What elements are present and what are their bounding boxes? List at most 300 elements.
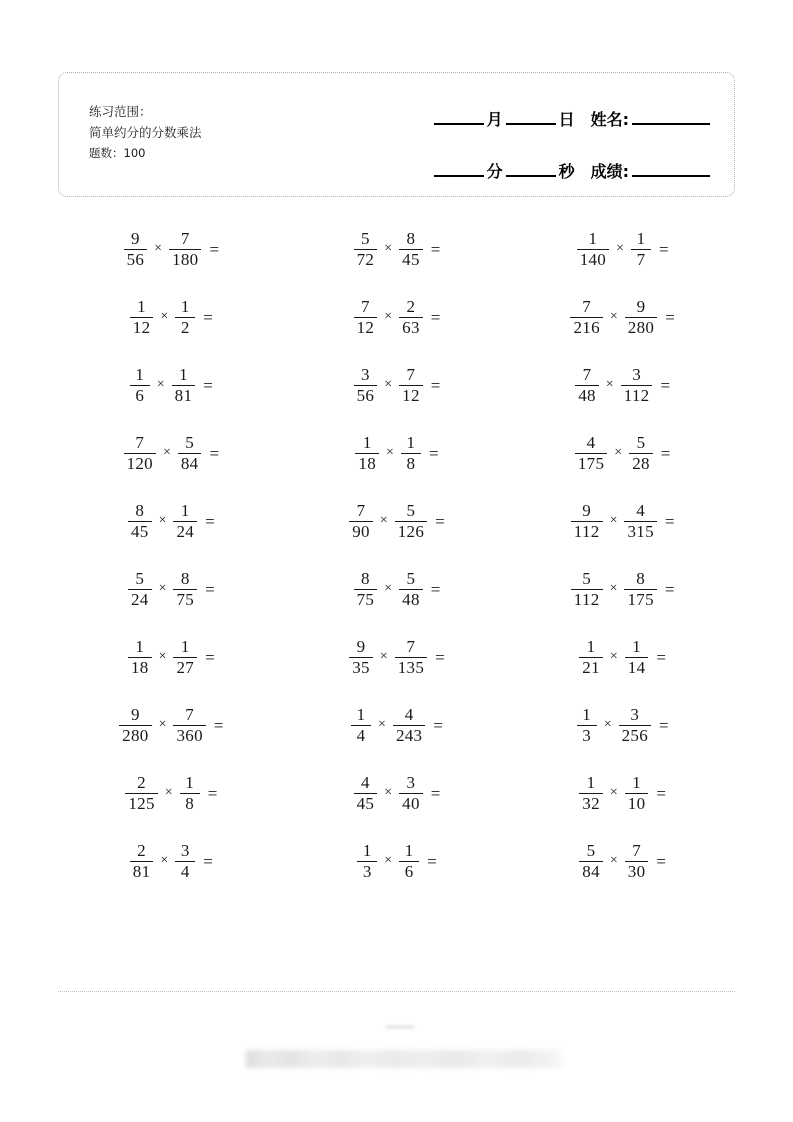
fraction-right (629, 434, 653, 473)
denominator: 3 (582, 725, 592, 745)
multiplication-operator: × (609, 785, 618, 801)
fraction-right (178, 434, 202, 473)
equals-sign: = (428, 443, 439, 463)
multiplication-operator: × (603, 717, 612, 733)
problem-cell (509, 228, 735, 267)
denominator: 280 (122, 725, 149, 745)
fraction-left (570, 298, 602, 337)
footer-divider (58, 991, 735, 992)
numerator: 1 (588, 229, 598, 248)
month-blank-line[interactable] (434, 123, 484, 125)
equals-sign: = (427, 851, 437, 871)
equals-sign: = (664, 511, 675, 531)
multiplication-operator: × (384, 581, 393, 597)
denominator: 140 (579, 249, 607, 269)
denominator: 315 (627, 521, 654, 541)
numerator: 7 (406, 637, 416, 656)
equals-sign: = (659, 239, 669, 259)
equals-sign: = (660, 443, 671, 463)
multiplication-operator: × (384, 241, 393, 257)
denominator: 12 (356, 317, 375, 337)
second-blank-line[interactable] (506, 175, 556, 177)
denominator: 24 (130, 589, 149, 609)
denominator: 14 (627, 657, 646, 677)
numerator: 1 (636, 229, 646, 248)
denominator: 135 (397, 657, 425, 677)
denominator: 63 (402, 317, 420, 337)
denominator: 32 (582, 793, 600, 813)
equals-sign: = (205, 647, 215, 667)
fraction-right (399, 570, 423, 609)
fraction-multiplication-problem (570, 570, 675, 609)
fraction-right (625, 638, 649, 677)
fraction-left (355, 434, 379, 473)
numerator: 5 (406, 501, 416, 520)
equals-sign: = (433, 715, 443, 735)
day-blank-line[interactable] (506, 123, 556, 125)
fraction-right (175, 842, 195, 881)
numerator: 8 (361, 569, 370, 588)
denominator: 12 (402, 385, 420, 405)
problem-cell (509, 296, 735, 335)
fraction-right (625, 842, 649, 881)
fraction-multiplication-problem (127, 502, 215, 541)
problem-row (58, 772, 735, 840)
fraction-right (395, 502, 427, 541)
denominator: 112 (623, 385, 650, 405)
numerator: 1 (404, 841, 414, 860)
numerator: 8 (135, 501, 145, 520)
denominator: 30 (627, 861, 646, 881)
problem-cell (509, 636, 735, 675)
fraction-multiplication-problem (127, 570, 215, 609)
denominator: 126 (397, 521, 425, 541)
equals-sign: = (430, 307, 441, 327)
multiplication-operator: × (609, 649, 618, 665)
multiplication-operator: × (384, 785, 393, 801)
denominator: 125 (128, 793, 155, 813)
fraction-left (354, 230, 378, 269)
problem-cell (284, 704, 510, 743)
denominator: 2 (180, 317, 190, 337)
problem-cell (284, 840, 510, 879)
equals-sign: = (660, 375, 671, 395)
problem-cell (284, 296, 510, 335)
fraction-multiplication-problem (123, 230, 220, 269)
fraction-right (631, 230, 651, 269)
problem-cell (284, 636, 510, 675)
numerator: 9 (130, 705, 140, 724)
fraction-multiplication-problem (353, 366, 441, 405)
name-label: 姓名: (590, 110, 629, 129)
equals-sign: = (656, 783, 666, 803)
multiplication-operator: × (378, 717, 386, 733)
denominator: 28 (632, 453, 650, 473)
multiplication-operator: × (609, 581, 618, 597)
month-label: 月 (486, 110, 503, 129)
denominator: 81 (132, 861, 151, 881)
equals-sign: = (203, 307, 213, 327)
fraction-multiplication-problem (123, 434, 220, 473)
denominator: 24 (176, 521, 195, 541)
problem-count-label: 题数：100 (89, 146, 146, 160)
fraction-multiplication-problem (348, 502, 445, 541)
denominator: 84 (582, 861, 600, 881)
multiplication-operator: × (616, 241, 624, 257)
multiplication-operator: × (158, 649, 167, 665)
numerator: 4 (586, 433, 596, 452)
fraction-right (399, 230, 423, 269)
problem-cell (58, 772, 284, 811)
fraction-multiplication-problem (350, 706, 443, 745)
numerator: 4 (404, 705, 414, 724)
problem-cell (58, 364, 284, 403)
fraction-right (399, 298, 423, 337)
fraction-right (621, 366, 653, 405)
denominator: 72 (356, 249, 375, 269)
equals-sign: = (203, 851, 213, 871)
numerator: 1 (179, 365, 188, 384)
problem-cell (58, 636, 284, 675)
fraction-left (579, 638, 603, 677)
equals-sign: = (209, 239, 220, 259)
problem-cell (284, 568, 510, 607)
equals-sign: = (430, 375, 441, 395)
fraction-right (169, 230, 201, 269)
numerator: 1 (632, 773, 641, 792)
denominator: 243 (395, 725, 423, 745)
problem-cell (58, 500, 284, 539)
multiplication-operator: × (614, 445, 623, 461)
denominator: 256 (621, 725, 648, 745)
denominator: 45 (356, 793, 375, 813)
denominator: 48 (402, 589, 420, 609)
practice-scope-value: 简单约分的分数乘法 (89, 125, 202, 140)
fraction-left (354, 298, 378, 337)
fraction-multiplication-problem (570, 502, 675, 541)
numerator: 1 (362, 433, 372, 452)
numerator: 2 (137, 773, 146, 792)
denominator: 12 (132, 317, 151, 337)
numerator: 8 (180, 569, 190, 588)
fraction-left (124, 230, 148, 269)
numerator: 5 (582, 569, 592, 588)
problem-row (58, 296, 735, 364)
denominator: 112 (573, 521, 600, 541)
minute-blank-line[interactable] (434, 175, 484, 177)
numerator: 8 (636, 569, 646, 588)
fraction-left (354, 774, 378, 813)
fraction-right (399, 842, 419, 881)
numerator: 1 (406, 433, 416, 452)
numerator: 3 (361, 365, 370, 384)
fraction-right (401, 434, 421, 473)
denominator: 40 (402, 793, 420, 813)
fraction-multiplication-problem (353, 774, 441, 813)
numerator: 1 (632, 637, 641, 656)
numerator: 9 (130, 229, 140, 248)
problem-row (58, 228, 735, 296)
multiplication-operator: × (379, 649, 388, 665)
numerator: 7 (582, 365, 592, 384)
equals-sign: = (430, 783, 441, 803)
footer-watermark-bar (246, 1050, 564, 1068)
equals-sign: = (665, 307, 675, 327)
numerator: 1 (586, 637, 596, 656)
multiplication-operator: × (158, 717, 167, 733)
numerator: 1 (135, 637, 145, 656)
fraction-right (172, 366, 196, 405)
fraction-right (173, 570, 197, 609)
numerator: 1 (137, 297, 146, 316)
multiplication-operator: × (164, 785, 173, 801)
problem-cell (58, 568, 284, 607)
denominator: 56 (126, 249, 145, 269)
problem-row (58, 636, 735, 704)
numerator: 1 (180, 501, 190, 520)
fraction-multiplication-problem (356, 842, 437, 881)
fraction-multiplication-problem (353, 570, 441, 609)
denominator: 175 (627, 589, 654, 609)
multiplication-operator: × (160, 309, 169, 325)
equals-sign: = (664, 579, 675, 599)
multiplication-operator: × (156, 377, 165, 393)
equals-sign: = (207, 783, 218, 803)
score-blank-line[interactable] (632, 175, 710, 177)
denominator: 4 (180, 861, 190, 881)
fraction-left (571, 570, 603, 609)
fraction-multiplication-problem (578, 638, 666, 677)
denominator: 10 (627, 793, 646, 813)
fraction-multiplication-problem (576, 706, 669, 745)
equals-sign: = (430, 579, 441, 599)
numerator: 5 (406, 569, 416, 588)
equals-sign: = (213, 715, 224, 735)
numerator: 4 (636, 501, 646, 520)
denominator: 56 (356, 385, 375, 405)
fraction-multiplication-problem (569, 298, 674, 337)
numerator: 3 (632, 365, 641, 384)
equals-sign: = (209, 443, 220, 463)
fraction-left (349, 638, 373, 677)
equals-sign: = (659, 715, 669, 735)
problem-cell (58, 296, 284, 335)
numerator: 9 (582, 501, 592, 520)
numerator: 8 (406, 229, 416, 248)
problem-cell (509, 772, 735, 811)
multiplication-operator: × (386, 445, 394, 461)
multiplication-operator: × (609, 309, 618, 325)
fraction-right (175, 298, 195, 337)
problem-cell (509, 432, 735, 471)
fraction-left (128, 502, 152, 541)
numerator: 7 (356, 501, 366, 520)
denominator: 18 (130, 657, 149, 677)
problem-row (58, 432, 735, 500)
equals-sign: = (435, 647, 445, 667)
numerator: 1 (582, 705, 592, 724)
worksheet-header-box (58, 72, 735, 197)
problem-cell (58, 432, 284, 471)
fraction-right (395, 638, 427, 677)
problem-row (58, 364, 735, 432)
denominator: 3 (362, 861, 372, 881)
fraction-right (399, 366, 423, 405)
problem-row (58, 500, 735, 568)
numerator: 3 (630, 705, 640, 724)
denominator: 112 (573, 589, 600, 609)
denominator: 120 (126, 453, 153, 473)
numerator: 7 (135, 433, 145, 452)
day-label: 日 (558, 110, 575, 129)
equals-sign: = (205, 579, 215, 599)
fraction-multiplication-problem (348, 638, 445, 677)
numerator: 3 (180, 841, 190, 860)
fraction-multiplication-problem (129, 842, 213, 881)
fraction-right (624, 502, 656, 541)
numerator: 5 (586, 841, 596, 860)
denominator: 6 (135, 385, 145, 405)
problem-cell (284, 364, 510, 403)
problem-row (58, 704, 735, 772)
fraction-left (354, 570, 378, 609)
fraction-right (625, 298, 657, 337)
fraction-left (575, 366, 599, 405)
worksheet-meta (89, 101, 202, 164)
fraction-left (119, 706, 151, 745)
denominator: 45 (402, 249, 420, 269)
problem-cell (509, 840, 735, 879)
problem-cell (58, 704, 284, 743)
fraction-left (128, 638, 152, 677)
denominator: 7 (636, 249, 646, 269)
multiplication-operator: × (379, 513, 388, 529)
fraction-left (577, 230, 609, 269)
fraction-right (173, 706, 205, 745)
numerator: 2 (406, 297, 416, 316)
name-blank-line[interactable] (632, 123, 710, 125)
fraction-left (130, 298, 154, 337)
problem-row (58, 840, 735, 908)
numerator: 7 (632, 841, 641, 860)
fraction-multiplication-problem (578, 774, 666, 813)
denominator: 280 (627, 317, 655, 337)
problem-cell (284, 228, 510, 267)
multiplication-operator: × (384, 309, 393, 325)
time-field-row (382, 151, 712, 182)
header-inner (59, 73, 734, 196)
numerator: 5 (361, 229, 370, 248)
fraction-left (130, 366, 150, 405)
numerator: 7 (582, 297, 592, 316)
fraction-right (393, 706, 425, 745)
fraction-multiplication-problem (124, 774, 217, 813)
numerator: 4 (361, 773, 370, 792)
problem-row (58, 568, 735, 636)
equals-sign: = (656, 851, 666, 871)
numerator: 3 (406, 773, 416, 792)
multiplication-operator: × (605, 377, 614, 393)
multiplication-operator: × (609, 513, 618, 529)
fraction-multiplication-problem (118, 706, 223, 745)
fraction-left (354, 366, 378, 405)
numerator: 1 (185, 773, 195, 792)
fraction-left (571, 502, 603, 541)
denominator: 90 (352, 521, 370, 541)
denominator: 84 (180, 453, 199, 473)
denominator: 48 (578, 385, 596, 405)
numerator: 1 (180, 297, 190, 316)
numerator: 9 (356, 637, 366, 656)
denominator: 35 (352, 657, 370, 677)
denominator: 27 (176, 657, 195, 677)
fraction-left (349, 502, 373, 541)
fraction-left (577, 706, 597, 745)
problem-cell (284, 432, 510, 471)
equals-sign: = (656, 647, 666, 667)
denominator: 180 (172, 249, 199, 269)
fraction-left (357, 842, 377, 881)
fraction-left (575, 434, 607, 473)
numerator: 9 (636, 297, 646, 316)
numerator: 1 (135, 365, 145, 384)
denominator: 6 (404, 861, 414, 881)
fraction-multiplication-problem (576, 230, 669, 269)
minute-label: 分 (486, 162, 503, 181)
header-fill-in-fields (382, 99, 712, 182)
fraction-multiplication-problem (129, 298, 213, 337)
fraction-right (180, 774, 200, 813)
fraction-left (128, 570, 152, 609)
denominator: 45 (130, 521, 149, 541)
denominator: 18 (358, 453, 377, 473)
fraction-left (130, 842, 154, 881)
multiplication-operator: × (384, 377, 393, 393)
denominator: 21 (582, 657, 600, 677)
multiplication-operator: × (158, 581, 167, 597)
problem-cell (284, 772, 510, 811)
fraction-right (624, 570, 656, 609)
fraction-left (579, 774, 603, 813)
numerator: 1 (356, 705, 366, 724)
date-field-row (382, 99, 712, 130)
denominator: 8 (406, 453, 416, 473)
multiplication-operator: × (384, 853, 393, 869)
fraction-right (619, 706, 651, 745)
numerator: 5 (185, 433, 195, 452)
denominator: 360 (176, 725, 203, 745)
practice-scope-label: 练习范围： (89, 104, 152, 119)
denominator: 175 (577, 453, 605, 473)
equals-sign: = (430, 239, 441, 259)
fraction-right (399, 774, 423, 813)
numerator: 5 (636, 433, 646, 452)
denominator: 75 (176, 589, 195, 609)
numerator: 1 (362, 841, 372, 860)
numerator: 2 (137, 841, 146, 860)
denominator: 81 (174, 385, 193, 405)
problem-cell (509, 568, 735, 607)
problem-cell (509, 364, 735, 403)
second-label: 秒 (558, 162, 575, 181)
fraction-multiplication-problem (353, 230, 441, 269)
footer-decoration-mark (385, 1025, 415, 1029)
numerator: 7 (361, 297, 370, 316)
denominator: 4 (356, 725, 366, 745)
fraction-left (351, 706, 371, 745)
numerator: 7 (406, 365, 416, 384)
fraction-right (173, 638, 197, 677)
